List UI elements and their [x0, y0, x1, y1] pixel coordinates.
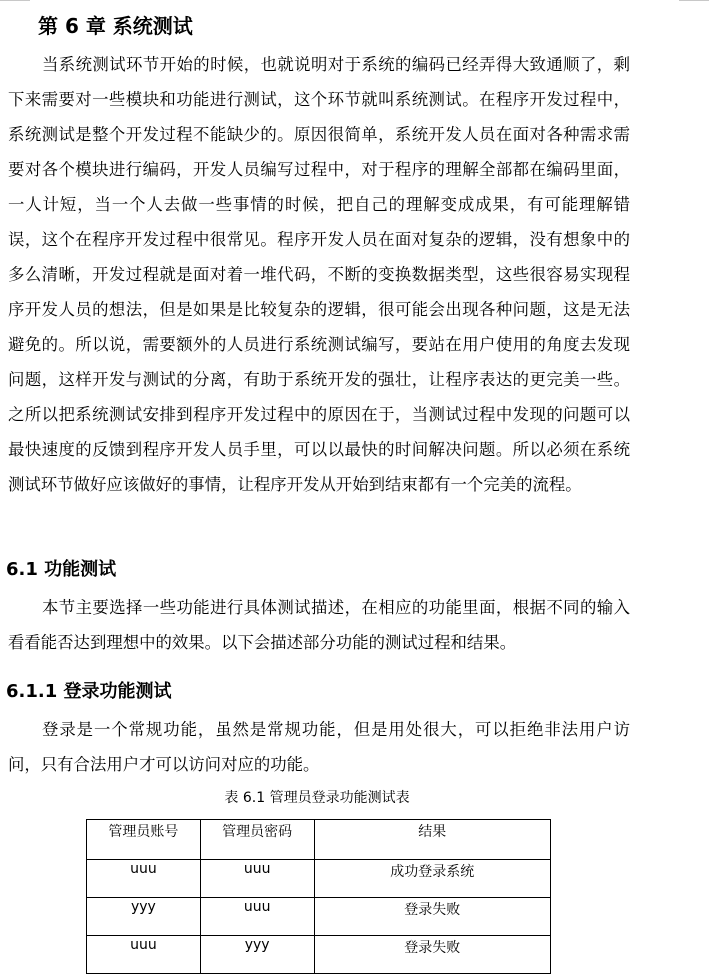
section-6-1-paragraph: 本节主要选择一些功能进行具体测试描述，在相应的功能里面，根据不同的输入看看能否达到理想中的效果。以下会描述部分功能的测试过程和结果。 — [8, 598, 630, 652]
table-cell: 登录失败 — [314, 936, 550, 974]
table-cell: yyy — [200, 936, 314, 974]
table-row — [87, 898, 551, 936]
table-caption: 表 6.1 管理员登录功能测试表 — [224, 790, 410, 806]
table-cell: yyy — [87, 898, 201, 936]
chapter-title: 第 6 章 系统测试 — [38, 14, 193, 38]
section-6-1-1-paragraph: 登录是一个常规功能，虽然是常规功能，但是用处很大，可以拒绝非法用户访问，只有合法用户才可以访问对应的功能。 — [8, 720, 630, 774]
table-row — [87, 860, 551, 898]
page-corner-mark-left — [0, 0, 30, 1]
chapter-intro-paragraph: 当系统测试环节开始的时候，也就说明对于系统的编码已经弄得大致通顺了，剩下来需要对一些模块和功能进行测试，这个环节就叫系统测试。在程序开发过程中，系统测试是整个开发过程不能缺少的。原因很简单，系统开发人员在面对各种需求需要对各个模块进行编码，开发人员编写过程中，对于程序的理解全部都在编码里面，一人计短，当一个人去做一些事情的时候，把自己的理解变成成果，有可能理解错误，这个在程序开发过程中很常见。程序开发人员在面对复杂的逻辑，没有想象中的多么清晰，开发过程就是面对着一堆代码，不断的变换数据类型，这些很容易实现程序开发人员的想法，但是如果是比较复杂的逻辑，很可能会出现各种问题，这是无法避免的。所以说，需要额外的人员进行系统测试编写，要站在用户使用的角度去发现问题，这样开发与测试的分离，有助于系统开发的强壮，让程序表达的更完美一些。之所以把系统测试安排到程序开发过程中的原因在于，当测试过程中发现的问题可以最快速度的反馈到程序开发人员手里，可以以最快的时间解决问题。所以必须在系统测试环节做好应该做好的事情，让程序开发从开始到结束都有一个完美的流程。 — [8, 55, 630, 494]
section-title-6-1: 6.1 功能测试 — [6, 559, 117, 580]
table-cell: uuu — [87, 860, 201, 898]
table-header-cell: 管理员账号 — [87, 820, 201, 860]
table-cell: uuu — [200, 898, 314, 936]
table-header-cell: 管理员密码 — [200, 820, 314, 860]
table-cell: 成功登录系统 — [314, 860, 550, 898]
table-cell: uuu — [200, 860, 314, 898]
table-row — [87, 936, 551, 974]
page-corner-mark-right — [679, 0, 709, 1]
table-header-row — [87, 820, 551, 860]
table-cell: 登录失败 — [314, 898, 550, 936]
login-test-table — [86, 819, 551, 974]
section-title-6-1-1: 6.1.1 登录功能测试 — [6, 681, 172, 702]
table-header-cell: 结果 — [314, 820, 550, 860]
table-cell: uuu — [87, 936, 201, 974]
